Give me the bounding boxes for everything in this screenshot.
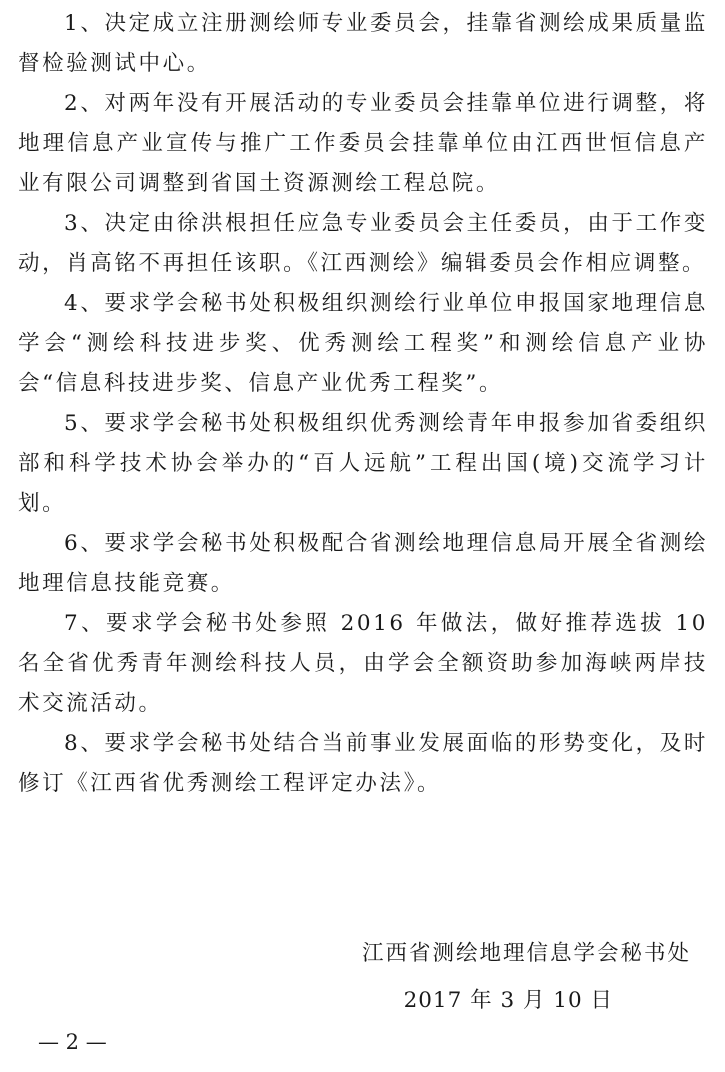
paragraph-item-6: 6、要求学会秘书处积极配合省测绘地理信息局开展全省测绘地理信息技能竞赛。 xyxy=(18,531,708,596)
paragraph-item-3: 3、决定由徐洪根担任应急专业委员会主任委员，由于工作变动，肖高铭不再担任该职。《江西测绘》编辑委员会作相应调整。 xyxy=(18,211,708,276)
paragraph-item-5: 5、要求学会秘书处积极组织优秀测绘青年申报参加省委组织部和科学技术协会举办的“百人远航”工程出国(境)交流学习计划。 xyxy=(18,411,708,516)
paragraph-item-8: 8、要求学会秘书处结合当前事业发展面临的形势变化，及时修订《江西省优秀测绘工程评定办法》。 xyxy=(18,731,708,796)
document-body xyxy=(18,4,708,804)
paragraph-item-4: 4、要求学会秘书处积极组织测绘行业单位申报国家地理信息学会“测绘科技进步奖、优秀测绘工程奖”和测绘信息产业协会“信息科技进步奖、信息产业优秀工程奖”。 xyxy=(18,291,708,396)
issue-date: 2017 年 3 月 10 日 xyxy=(403,988,613,1013)
paragraph-item-7: 7、要求学会秘书处参照 2016 年做法，做好推荐选拔 10 名全省优秀青年测绘科技人员，由学会全额资助参加海峡两岸技术交流活动。 xyxy=(18,611,708,716)
paragraph-item-2: 2、对两年没有开展活动的专业委员会挂靠单位进行调整，将地理信息产业宣传与推广工作委员会挂靠单位由江西世恒信息产业有限公司调整到省国土资源测绘工程总院。 xyxy=(18,91,708,196)
paragraph-item-1: 1、决定成立注册测绘师专业委员会，挂靠省测绘成果质量监督检验测试中心。 xyxy=(18,11,708,76)
issuer-signature: 江西省测绘地理信息学会秘书处 xyxy=(361,941,691,966)
page-number: — 2 — xyxy=(38,1030,107,1054)
